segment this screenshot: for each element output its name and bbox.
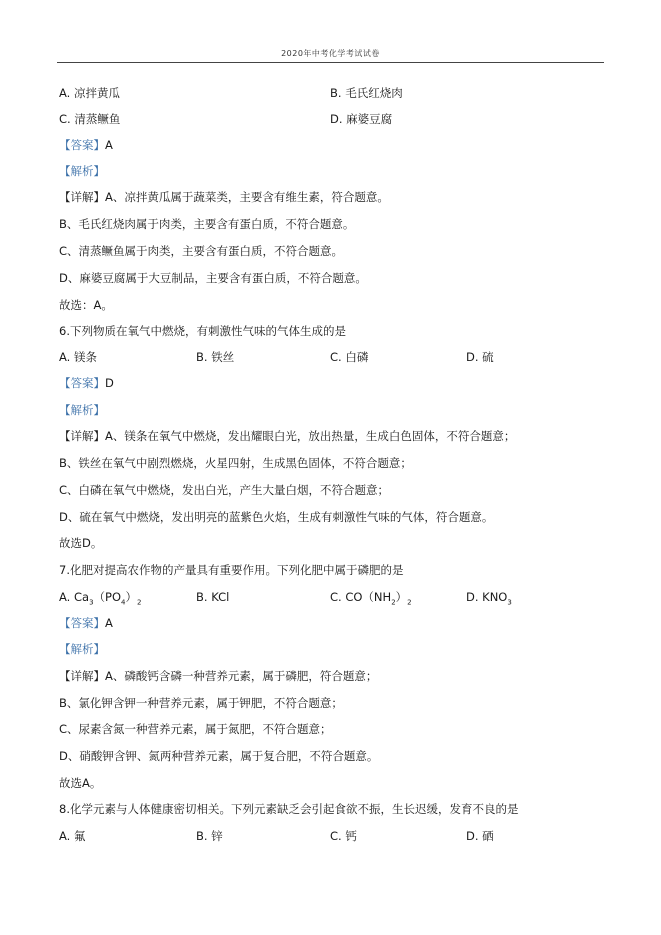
answer-label: 【答案】 [59, 616, 105, 630]
q7-analysis-label: 【解析】 [59, 642, 105, 656]
formula-part: ） [125, 590, 137, 604]
q5-option-c: C. 清蒸鳜鱼 [59, 112, 121, 126]
q6-stem: 6.下列物质在氧气中燃烧，有刺激性气味的气体生成的是 [59, 324, 346, 338]
q8-option-b: B. 锌 [196, 829, 223, 843]
formula-subscript: 3 [89, 598, 94, 607]
q7-option-b: B. KCl [196, 590, 230, 604]
q5-explanation-line: D、麻婆豆腐属于大豆制品，主要含有蛋白质，不符合题意。 [59, 271, 367, 285]
q5-conclusion: 故选：A。 [59, 298, 113, 312]
formula-part: Ca [73, 590, 90, 604]
q5-option-b: B. 毛氏红烧肉 [330, 86, 403, 100]
q7-option-c [330, 590, 412, 609]
answer-label: 【答案】 [59, 376, 105, 390]
q8-stem: 8.化学元素与人体健康密切相关。下列元素缺乏会引起食欲不振，生长迟缓，发育不良的是 [59, 802, 519, 816]
q5-option-a: A. 凉拌黄瓜 [59, 86, 120, 100]
q6-explanation-line: C、白磷在氧气中燃烧，发出白光，产生大量白烟，不符合题意； [59, 483, 390, 497]
answer-value: A [105, 138, 113, 152]
q6-explanation-line: B、铁丝在氧气中剧烈燃烧，火星四射，生成黑色固体，不符合题意； [59, 456, 412, 470]
formula-part: （PO [93, 590, 122, 604]
q5-analysis-label: 【解析】 [59, 164, 105, 178]
q6-explanation-line: 【详解】A、镁条在氧气中燃烧，发出耀眼白光，放出热量，生成白色固体，不符合题意； [59, 429, 516, 443]
q7-explanation-line: 【详解】A、磷酸钙含磷一种营养元素，属于磷肥，符合题意； [59, 669, 378, 683]
header-title: 2020年中考化学考试试卷 [281, 49, 380, 58]
q6-conclusion: 故选D。 [59, 536, 103, 550]
option-prefix: A. [59, 590, 74, 604]
q7-conclusion: 故选A。 [59, 776, 102, 790]
q8-option-d: D. 硒 [466, 829, 494, 843]
formula-subscript: 4 [121, 598, 126, 607]
q7-option-d [466, 590, 512, 609]
q7-explanation-line: C、尿素含氮一种营养元素，属于氮肥，不符合题意； [59, 722, 332, 736]
formula-subscript: 2 [391, 598, 396, 607]
q7-answer [59, 616, 113, 630]
q6-option-a: A. 镁条 [59, 350, 97, 364]
formula-subscript: 2 [137, 598, 142, 607]
q8-option-a: A. 氟 [59, 829, 86, 843]
header-divider [57, 62, 604, 63]
answer-value: A [105, 616, 113, 630]
q6-option-d: D. 硫 [466, 350, 494, 364]
q5-option-d: D. 麻婆豆腐 [330, 112, 393, 126]
answer-value: D [105, 376, 114, 390]
q6-answer [59, 376, 114, 390]
q8-option-c: C. 钙 [330, 829, 357, 843]
formula-subscript: 2 [407, 598, 412, 607]
q5-explanation-line: C、清蒸鳜鱼属于肉类，主要含有蛋白质，不符合题意。 [59, 244, 344, 258]
q6-analysis-label: 【解析】 [59, 403, 105, 417]
q7-explanation-line: D、硝酸钾含钾、氮两种营养元素，属于复合肥，不符合题意。 [59, 749, 379, 763]
q7-stem: 7.化肥对提高农作物的产量具有重要作用。下列化肥中属于磷肥的是 [59, 563, 404, 577]
q6-option-b: B. 铁丝 [196, 350, 235, 364]
q5-answer [59, 138, 113, 152]
q5-explanation-line: B、毛氏红烧肉属于肉类，主要含有蛋白质，不符合题意。 [59, 217, 355, 231]
answer-label: 【答案】 [59, 138, 105, 152]
q7-option-a [59, 590, 141, 609]
q5-explanation-line: 【详解】A、凉拌黄瓜属于蔬菜类，主要含有维生素，符合题意。 [59, 190, 389, 204]
q6-explanation-line: D、硫在氧气中燃烧，发出明亮的蓝紫色火焰，生成有刺激性气味的气体，符合题意。 [59, 510, 494, 524]
formula-part: ） [395, 590, 408, 604]
formula-part: C. CO（NH [330, 590, 392, 604]
q6-option-c: C. 白磷 [330, 350, 369, 364]
q7-explanation-line: B、氯化钾含钾一种营养元素，属于钾肥，不符合题意； [59, 696, 343, 710]
formula-part: D. KNO [466, 590, 508, 604]
formula-subscript: 3 [507, 598, 512, 607]
